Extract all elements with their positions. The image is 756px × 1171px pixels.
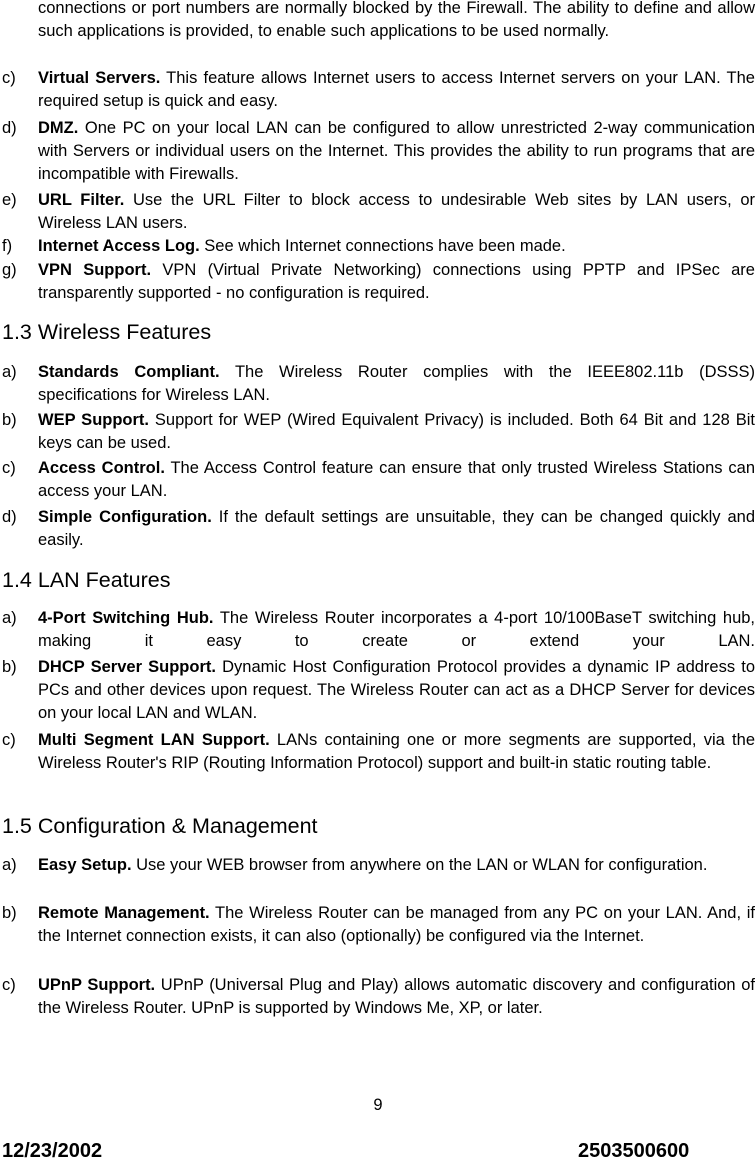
list-marker: c) [2,69,16,87]
page-number: 9 [373,1096,383,1114]
list-marker: a) [2,856,17,874]
item-body: One PC on your local LAN can be configured to allow unrestricted 2-way communication with Servers or individual users on the Internet. This provides the ability to run programs that are incompatible with Firewalls. [38,119,755,183]
list-marker: g) [2,261,17,279]
item-title: WEP Support. [38,411,150,429]
section-heading: 1.3 Wireless Features [2,320,212,344]
item-body: Use the URL Filter to block access to undesirable Web sites by LAN users, or Wireless LAN users. [38,191,755,232]
item-body: See which Internet connections have been made. [199,237,566,255]
section-heading: 1.5 Configuration & Management [2,814,318,838]
footer-doc-code: 2503500600 [578,1140,690,1162]
list-marker: d) [2,508,17,526]
list-marker: d) [2,119,17,137]
item-title: Remote Management. [38,904,210,922]
item-body: This feature allows Internet users to access Internet servers on your LAN. The required setup is quick and easy. [38,69,755,110]
item-body: If the default settings are unsuitable, they can be changed quickly and easily. [38,508,755,549]
item-title: Easy Setup. [38,856,132,874]
item-body: The Wireless Router incorporates a 4-port 10/100BaseT switching hub, making it easy to create or extend your LAN. [38,609,756,650]
list-marker: e) [2,191,17,209]
list-marker: a) [2,609,17,627]
list-marker: a) [2,363,17,381]
section-heading: 1.4 LAN Features [2,568,171,592]
item-title: Standards Compliant. [38,363,220,381]
item-body: Support for WEP (Wired Equivalent Privacy) is included. Both 64 Bit and 128 Bit keys can be used. [38,411,755,452]
item-title: Multi Segment LAN Support. [38,731,270,749]
list-marker: c) [2,731,16,749]
item-body: Dynamic Host Configuration Protocol provides a dynamic IP address to PCs and other devices upon request. The Wireless Router can act as a DHCP Server for devices on your local LAN and WLAN. [38,658,756,722]
item-body: The Wireless Router can be managed from any PC on your LAN. And, if the Internet connection exists, it can also (optionally) be configured via the Internet. [38,904,755,945]
list-marker: b) [2,411,17,429]
item-title: DMZ. [38,119,79,137]
list-marker: b) [2,904,17,922]
footer-date: 12/23/2002 [2,1140,103,1162]
item-title: 4-Port Switching Hub. [38,609,214,627]
intro-text: connections or port numbers are normally blocked by the Firewall. The ability to define and allow such applications is provided, to enable such applications to be used normally. [38,0,755,40]
item-body: The Access Control feature can ensure that only trusted Wireless Stations can access your LAN. [38,459,755,500]
item-title: VPN Support. [38,261,152,279]
list-marker: f) [2,237,13,255]
list-marker: c) [2,459,16,477]
item-body: Use your WEB browser from anywhere on the LAN or WLAN for configuration. [131,856,708,874]
item-body: LANs containing one or more segments are supported, via the Wireless Router's RIP (Routing Information Protocol) support and built-in static routing table. [38,731,755,772]
item-title: URL Filter. [38,191,125,209]
item-body: The Wireless Router complies with the IEEE802.11b (DSSS) specifications for Wireless LAN. [38,363,755,404]
list-marker: c) [2,976,16,994]
item-title: DHCP Server Support. [38,658,216,676]
item-body: UPnP (Universal Plug and Play) allows automatic discovery and configuration of the Wireless Router. UPnP is supported by Windows Me, XP, or later. [38,976,755,1017]
item-title: UPnP Support. [38,976,156,994]
item-title: Simple Configuration. [38,508,212,526]
item-body: VPN (Virtual Private Networking) connections using PPTP and IPSec are transparently supported - no configuration is required. [38,261,755,302]
item-title: Virtual Servers. [38,69,161,87]
item-title: Access Control. [38,459,165,477]
list-marker: b) [2,658,17,676]
item-title: Internet Access Log. [38,237,200,255]
